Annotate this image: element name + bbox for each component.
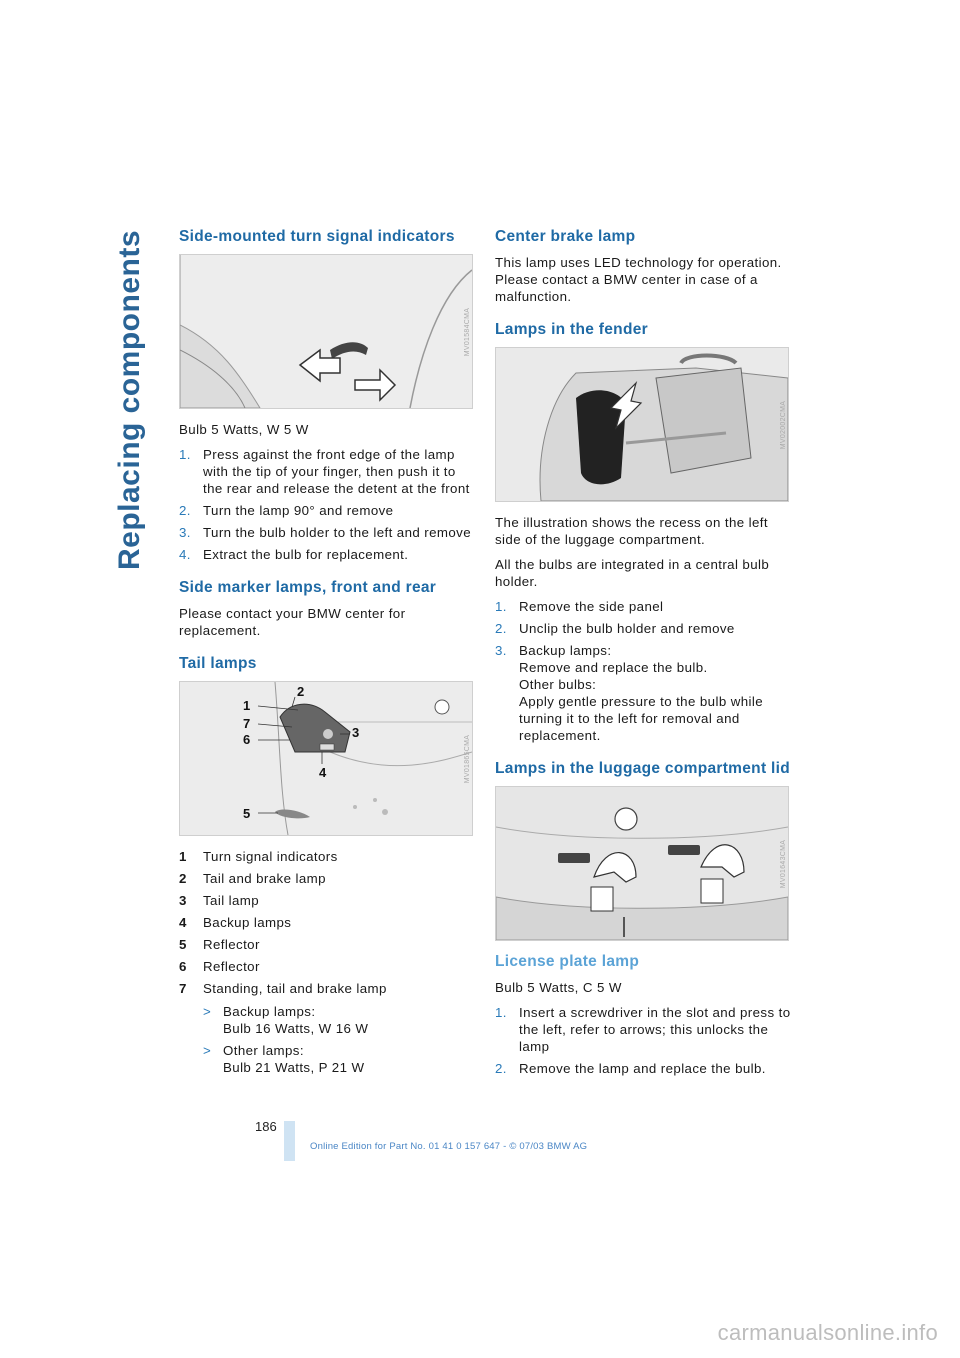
right-column [495, 228, 791, 1085]
figure-tail-lamps [179, 681, 473, 836]
figure-code: MV01643CMA [780, 839, 788, 888]
heading-lamps-fender: Lamps in the fender [495, 321, 648, 338]
callout-7: 7 [243, 716, 251, 731]
figure-code: MV01865CMA [464, 734, 472, 783]
watermark: carmanualsonline.info [717, 1320, 938, 1345]
section-title: Replacing components [113, 229, 146, 571]
sub-list [179, 1003, 473, 1076]
callout-3: 3 [352, 725, 360, 740]
legend-item: 6 Reflector [179, 959, 260, 974]
list-item: > Backup lamps: Bulb 16 Watts, W 16 W [203, 1004, 369, 1036]
figure-code: MV01584CMA [464, 307, 472, 356]
callout-6: 6 [243, 732, 251, 747]
paragraph: All the bulbs are integrated in a central bulb holder. [495, 557, 770, 589]
list-item: > Other lamps: Bulb 21 Watts, P 21 W [203, 1043, 365, 1075]
figure-fender-recess [495, 347, 789, 502]
figure-code: MV02002CMA [780, 400, 788, 449]
legend-item: 5 Reflector [179, 937, 260, 952]
list-item: 3. Turn the bulb holder to the left and remove [179, 525, 472, 540]
heading-tail-lamps: Tail lamps [179, 655, 257, 672]
legend-item: 1 Turn signal indicators [179, 849, 338, 864]
legend-item: 4 Backup lamps [179, 915, 292, 930]
callout-4: 4 [319, 765, 327, 780]
bulb-spec: Bulb 5 Watts, W 5 W [179, 422, 309, 437]
list-item: 1. Insert a screwdriver in the slot and press to the left, refer to arrows; this unlocks the lamp [495, 1005, 791, 1054]
list-item: 2. Turn the lamp 90° and remove [179, 503, 394, 518]
steps-list [495, 1004, 791, 1077]
page-number: 186 [255, 1119, 277, 1134]
legend-item: 7 Standing, tail and brake lamp [179, 981, 387, 996]
left-column [179, 228, 473, 1081]
steps-list [179, 446, 473, 563]
callout-2: 2 [297, 684, 305, 699]
list-item: 1. Press against the front edge of the lamp with the tip of your finger, then push it to the rear and release the detent at the front [179, 447, 470, 496]
heading-lamps-luggage-lid: Lamps in the luggage compartment lid [495, 760, 790, 777]
figure-luggage-lid [495, 786, 789, 941]
heading-side-turn-signals: Side-mounted turn signal indicators [179, 228, 455, 245]
heading-license-plate-lamp: License plate lamp [495, 953, 640, 970]
list-item: 3. Backup lamps: Remove and replace the bulb. Other bulbs: Apply gentle pressure to the bulb while turning it to the left for removal and replacement. [495, 643, 764, 743]
callout-5: 5 [243, 806, 251, 821]
figure-side-turn-signal [179, 254, 473, 409]
heading-side-marker-lamps: Side marker lamps, front and rear [179, 579, 437, 596]
steps-list [495, 598, 791, 744]
list-item: 4. Extract the bulb for replacement. [179, 547, 409, 562]
paragraph: Please contact your BMW center for replacement. [179, 606, 406, 638]
list-item: 2. Unclip the bulb holder and remove [495, 621, 735, 636]
paragraph: The illustration shows the recess on the left side of the luggage compartment. [495, 515, 768, 547]
legend-list [179, 848, 473, 997]
footer-edition-note: Online Edition for Part No. 01 41 0 157 647 - © 07/03 BMW AG [310, 1141, 588, 1152]
legend-item: 3 Tail lamp [179, 893, 260, 908]
legend-item: 2 Tail and brake lamp [179, 871, 326, 886]
paragraph: This lamp uses LED technology for operation. Please contact a BMW center in case of a malfunction. [495, 255, 782, 304]
list-item: 1. Remove the side panel [495, 599, 664, 614]
callout-1: 1 [243, 698, 251, 713]
heading-center-brake-lamp: Center brake lamp [495, 228, 636, 245]
list-item: 2. Remove the lamp and replace the bulb. [495, 1061, 766, 1076]
page-accent-bar [284, 1121, 295, 1161]
bulb-spec: Bulb 5 Watts, C 5 W [495, 980, 622, 995]
